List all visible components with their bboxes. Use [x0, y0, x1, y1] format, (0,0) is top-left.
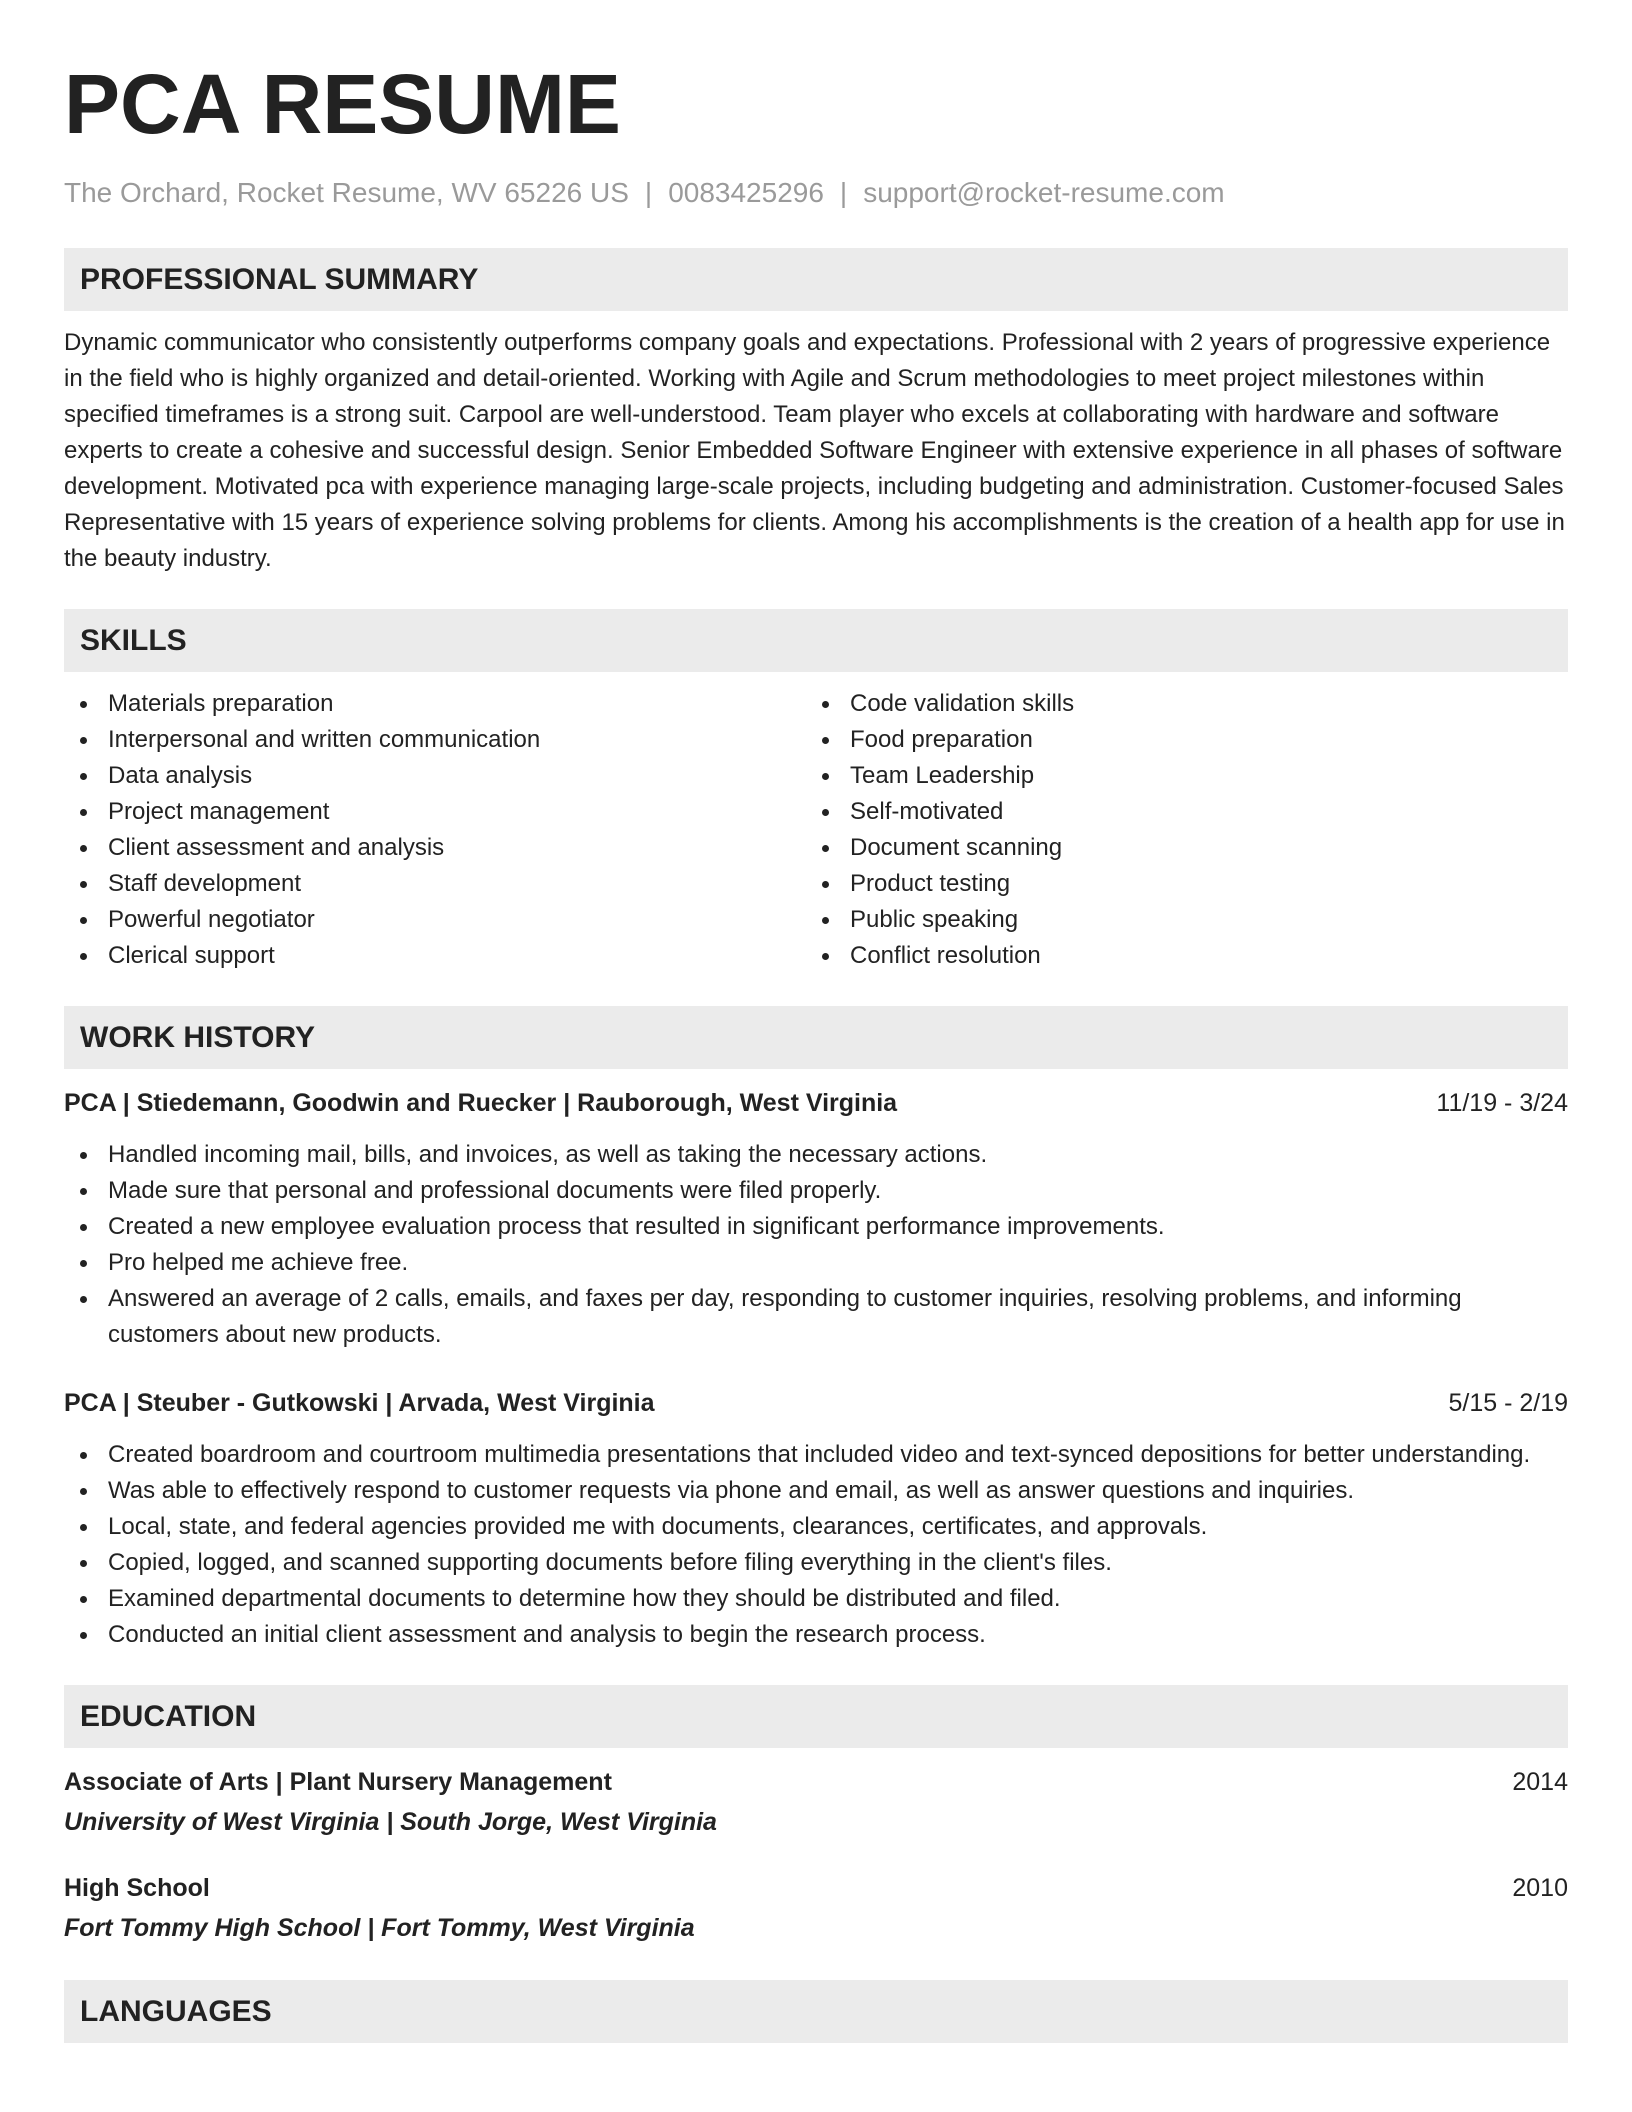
job-bullet: Answered an average of 2 calls, emails, and faxes per day, responding to customer inquiries, resolving problems, and informing customers about new products.: [64, 1281, 1568, 1353]
summary-text: Dynamic communicator who consistently outperforms company goals and expectations. Professional with 2 years of progressive experience in the field who is highly organized and detail-oriented. Working with Agile and Scrum methodologies to meet project milestones within specified timeframes is a strong suit. Carpool are well-understood. Team player who excels at collaborating with hardware and software experts to create a cohesive and successful design. Senior Embedded Software Engineer with extensive experience in all phases of software development. Motivated pca with experience managing large-scale projects, including budgeting and administration. Customer-focused Sales Representative with 15 years of experience solving problems for clients. Among his accomplishments is the creation of a health app for use in the beauty industry.: [64, 329, 1565, 572]
contact-email: support@rocket-resume.com: [863, 177, 1225, 208]
skill-item: Code validation skills: [806, 686, 1548, 722]
job-bullet: Made sure that personal and professional documents were filed properly.: [64, 1173, 1568, 1209]
skill-item: Powerful negotiator: [64, 902, 806, 938]
skill-item: Materials preparation: [64, 686, 806, 722]
skill-item: Client assessment and analysis: [64, 830, 806, 866]
job-bullets: [64, 1137, 1568, 1353]
job-dates: 5/15 - 2/19: [1448, 1389, 1568, 1417]
skill-item: Team Leadership: [806, 758, 1548, 794]
education-entry: [64, 1870, 1568, 1946]
skill-item: Interpersonal and written communication: [64, 722, 806, 758]
skill-item: Project management: [64, 794, 806, 830]
skills-column-left: [64, 686, 806, 974]
section-header-languages: LANGUAGES: [64, 1980, 1568, 2043]
skills-column-right: [806, 686, 1548, 974]
section-header-skills: SKILLS: [64, 609, 1568, 672]
job-bullet: Created boardroom and courtroom multimedia presentations that included video and text-synced depositions for better understanding.: [64, 1437, 1568, 1473]
education-entry: [64, 1764, 1568, 1840]
job-entry: [64, 1085, 1568, 1353]
education-header: [64, 1870, 1568, 1906]
skill-item: Product testing: [806, 866, 1548, 902]
education-year: 2010: [1512, 1874, 1568, 1902]
job-title: PCA | Stiedemann, Goodwin and Ruecker | Rauborough, West Virginia: [64, 1089, 898, 1117]
section-header-work: WORK HISTORY: [64, 1006, 1568, 1069]
job-bullet: Copied, logged, and scanned supporting documents before filing everything in the client's files.: [64, 1545, 1568, 1581]
education-institution: University of West Virginia | South Jorge, West Virginia: [64, 1808, 717, 1836]
education-header: [64, 1764, 1568, 1800]
job-entry: [64, 1385, 1568, 1653]
skill-item: Clerical support: [64, 938, 806, 974]
skill-item: Data analysis: [64, 758, 806, 794]
job-bullet: Created a new employee evaluation process that resulted in significant performance improvements.: [64, 1209, 1568, 1245]
job-bullet: Local, state, and federal agencies provided me with documents, clearances, certificates, and approvals.: [64, 1509, 1568, 1545]
job-dates: 11/19 - 3/24: [1436, 1089, 1568, 1117]
skill-item: Staff development: [64, 866, 806, 902]
job-bullet: Examined departmental documents to determine how they should be distributed and filed.: [64, 1581, 1568, 1617]
education-degree: Associate of Arts | Plant Nursery Management: [64, 1768, 612, 1796]
contact-line: [64, 176, 1568, 210]
education-year: 2014: [1512, 1768, 1568, 1796]
contact-address: The Orchard, Rocket Resume, WV 65226 US: [64, 177, 629, 208]
resume-title: PCA RESUME: [64, 57, 621, 151]
contact-separator: |: [839, 177, 848, 208]
contact-separator: |: [644, 177, 653, 208]
skill-item: Conflict resolution: [806, 938, 1548, 974]
job-bullet: Was able to effectively respond to customer requests via phone and email, as well as answer questions and inquiries.: [64, 1473, 1568, 1509]
job-bullet: Handled incoming mail, bills, and invoices, as well as taking the necessary actions.: [64, 1137, 1568, 1173]
skill-item: Food preparation: [806, 722, 1548, 758]
skill-item: Self-motivated: [806, 794, 1548, 830]
job-bullets: [64, 1437, 1568, 1653]
job-bullet: Pro helped me achieve free.: [64, 1245, 1568, 1281]
skill-item: Document scanning: [806, 830, 1548, 866]
contact-phone: 0083425296: [668, 177, 824, 208]
section-header-summary: PROFESSIONAL SUMMARY: [64, 248, 1568, 311]
job-header: [64, 1085, 1568, 1121]
resume-page: [64, 54, 1568, 2043]
section-header-education: EDUCATION: [64, 1685, 1568, 1748]
job-title: PCA | Steuber - Gutkowski | Arvada, West Virginia: [64, 1389, 655, 1417]
education-degree: High School: [64, 1874, 210, 1902]
job-header: [64, 1385, 1568, 1421]
education-institution: Fort Tommy High School | Fort Tommy, West Virginia: [64, 1914, 695, 1942]
job-bullet: Conducted an initial client assessment and analysis to begin the research process.: [64, 1617, 1568, 1653]
skill-item: Public speaking: [806, 902, 1548, 938]
skills-list: [64, 686, 1568, 974]
